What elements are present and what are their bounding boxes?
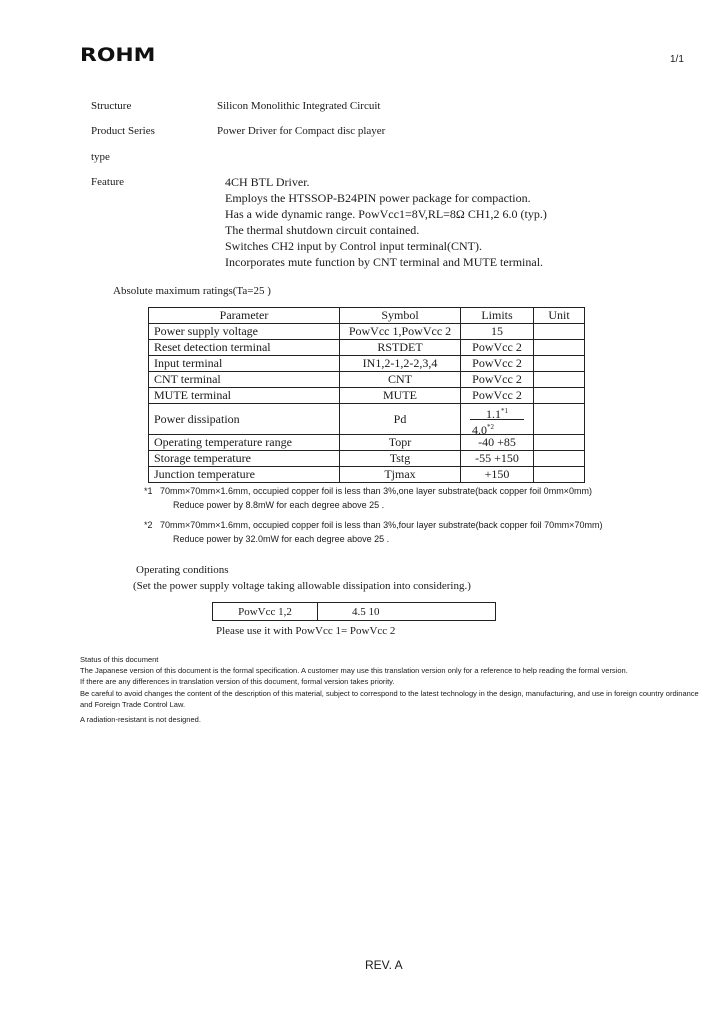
unit-cell [534,451,585,467]
table-row [149,467,585,483]
unit-cell [534,467,585,483]
note-2-line-1: 70mm×70mm×1.6mm, occupied copper foil is less than 3%,four layer substrate(back copper foil 70mm×70mm) [160,520,603,530]
limits-cell: PowVcc 2 [461,356,534,372]
table-row [149,324,585,340]
unit-cell [534,340,585,356]
table-row [149,356,585,372]
limits-cell: -40 +85 [461,435,534,451]
feature-line: Has a wide dynamic range. PowVcc1=8V,RL=8Ω CH1,2 6.0 (typ.) [225,207,547,221]
param-cell: Reset detection terminal [149,340,340,356]
symbol-cell: Pd [340,404,461,435]
unit-cell [534,356,585,372]
product-series-label: Product Series [91,125,155,137]
company-logo: ROHM [80,44,156,66]
type-label: type [91,151,110,163]
note-1-line-1: 70mm×70mm×1.6mm, occupied copper foil is less than 3%,one layer substrate(back copper foil 0mm×0mm) [160,486,592,496]
header-symbol: Symbol [340,308,461,324]
param-cell: MUTE terminal [149,388,340,404]
limits-cell: PowVcc 2 [461,340,534,356]
limits-cell: -55 +150 [461,451,534,467]
op-usage-note: Please use it with PowVcc 1= PowVcc 2 [216,625,396,637]
param-cell: Power dissipation [149,404,340,435]
table-header-row [149,308,585,324]
symbol-cell: RSTDET [340,340,461,356]
note-mark-2: *2 [144,520,153,530]
header-unit: Unit [534,308,585,324]
table-row [213,603,496,621]
feature-label: Feature [91,176,124,188]
page-number: 1/1 [670,54,684,65]
pd-limit-2: 4.0$^{*2}$ [472,423,494,437]
unit-cell [534,404,585,435]
abs-max-table [148,307,585,483]
feature-line: Employs the HTSSOP-B24PIN power package for compaction. [225,191,531,205]
table-row [149,372,585,388]
op-value-cell: 4.5 10 [318,603,496,621]
unit-cell [534,435,585,451]
product-series-value: Power Driver for Compact disc player [217,125,386,137]
header-parameter: Parameter [149,308,340,324]
abs-max-title: Absolute maximum ratings(Ta=25 ) [113,285,271,297]
note-2-line-2: Reduce power by 32.0mW for each degree above 25 . [173,534,390,544]
symbol-cell: Tjmax [340,467,461,483]
status-line: The Japanese version of this document is the formal specification. A customer may use this translation version only for a reference to help reading the formal version. [80,666,628,675]
status-line: Be careful to avoid changes the content of the description of this material, subject to correspond to the latest technology in the design, manufacturing, and use in foreign country ordinance [80,689,699,698]
feature-line: 4CH BTL Driver. [225,175,310,189]
table-row [149,340,585,356]
structure-label: Structure [91,100,132,112]
param-cell: Input terminal [149,356,340,372]
limits-cell: PowVcc 2 [461,388,534,404]
symbol-cell: Tstg [340,451,461,467]
table-row [149,435,585,451]
param-cell: Operating temperature range [149,435,340,451]
limits-cell [461,404,534,435]
table-row-power-dissipation [149,404,585,435]
param-cell: Storage temperature [149,451,340,467]
note-1-line-2: Reduce power by 8.8mW for each degree above 25 . [173,500,385,510]
table-row [149,388,585,404]
limits-cell: PowVcc 2 [461,372,534,388]
pd-limit-1: 1.1$^{*1}$ [470,404,524,420]
unit-cell [534,324,585,340]
limits-cell: 15 [461,324,534,340]
unit-cell [534,388,585,404]
header-limits: Limits [461,308,534,324]
symbol-cell: IN1,2-1,2-2,3,4 [340,356,461,372]
param-cell: CNT terminal [149,372,340,388]
op-conditions-title: Operating conditions [136,564,229,576]
structure-value: Silicon Monolithic Integrated Circuit [217,100,381,112]
feature-line: Switches CH2 input by Control input terminal(CNT). [225,239,482,253]
status-line: A radiation-resistant is not designed. [80,715,201,724]
feature-line: Incorporates mute function by CNT terminal and MUTE terminal. [225,255,544,269]
op-conditions-note: (Set the power supply voltage taking allowable dissipation into considering.) [133,580,471,592]
op-param-cell: PowVcc 1,2 [213,603,318,621]
feature-line: The thermal shutdown circuit contained. [225,223,420,237]
symbol-cell: CNT [340,372,461,388]
limits-cell: +150 [461,467,534,483]
symbol-cell: PowVcc 1,PowVcc 2 [340,324,461,340]
symbol-cell: MUTE [340,388,461,404]
note-mark-1: *1 [144,486,153,496]
revision-label: REV. A [365,958,403,972]
op-conditions-table [212,602,496,621]
status-line: Status of this document [80,655,159,664]
unit-cell [534,372,585,388]
table-row [149,451,585,467]
param-cell: Junction temperature [149,467,340,483]
status-line: If there are any differences in translation version of this document, formal version takes priority. [80,677,395,686]
symbol-cell: Topr [340,435,461,451]
param-cell: Power supply voltage [149,324,340,340]
status-line: and Foreign Trade Control Law. [80,700,186,709]
